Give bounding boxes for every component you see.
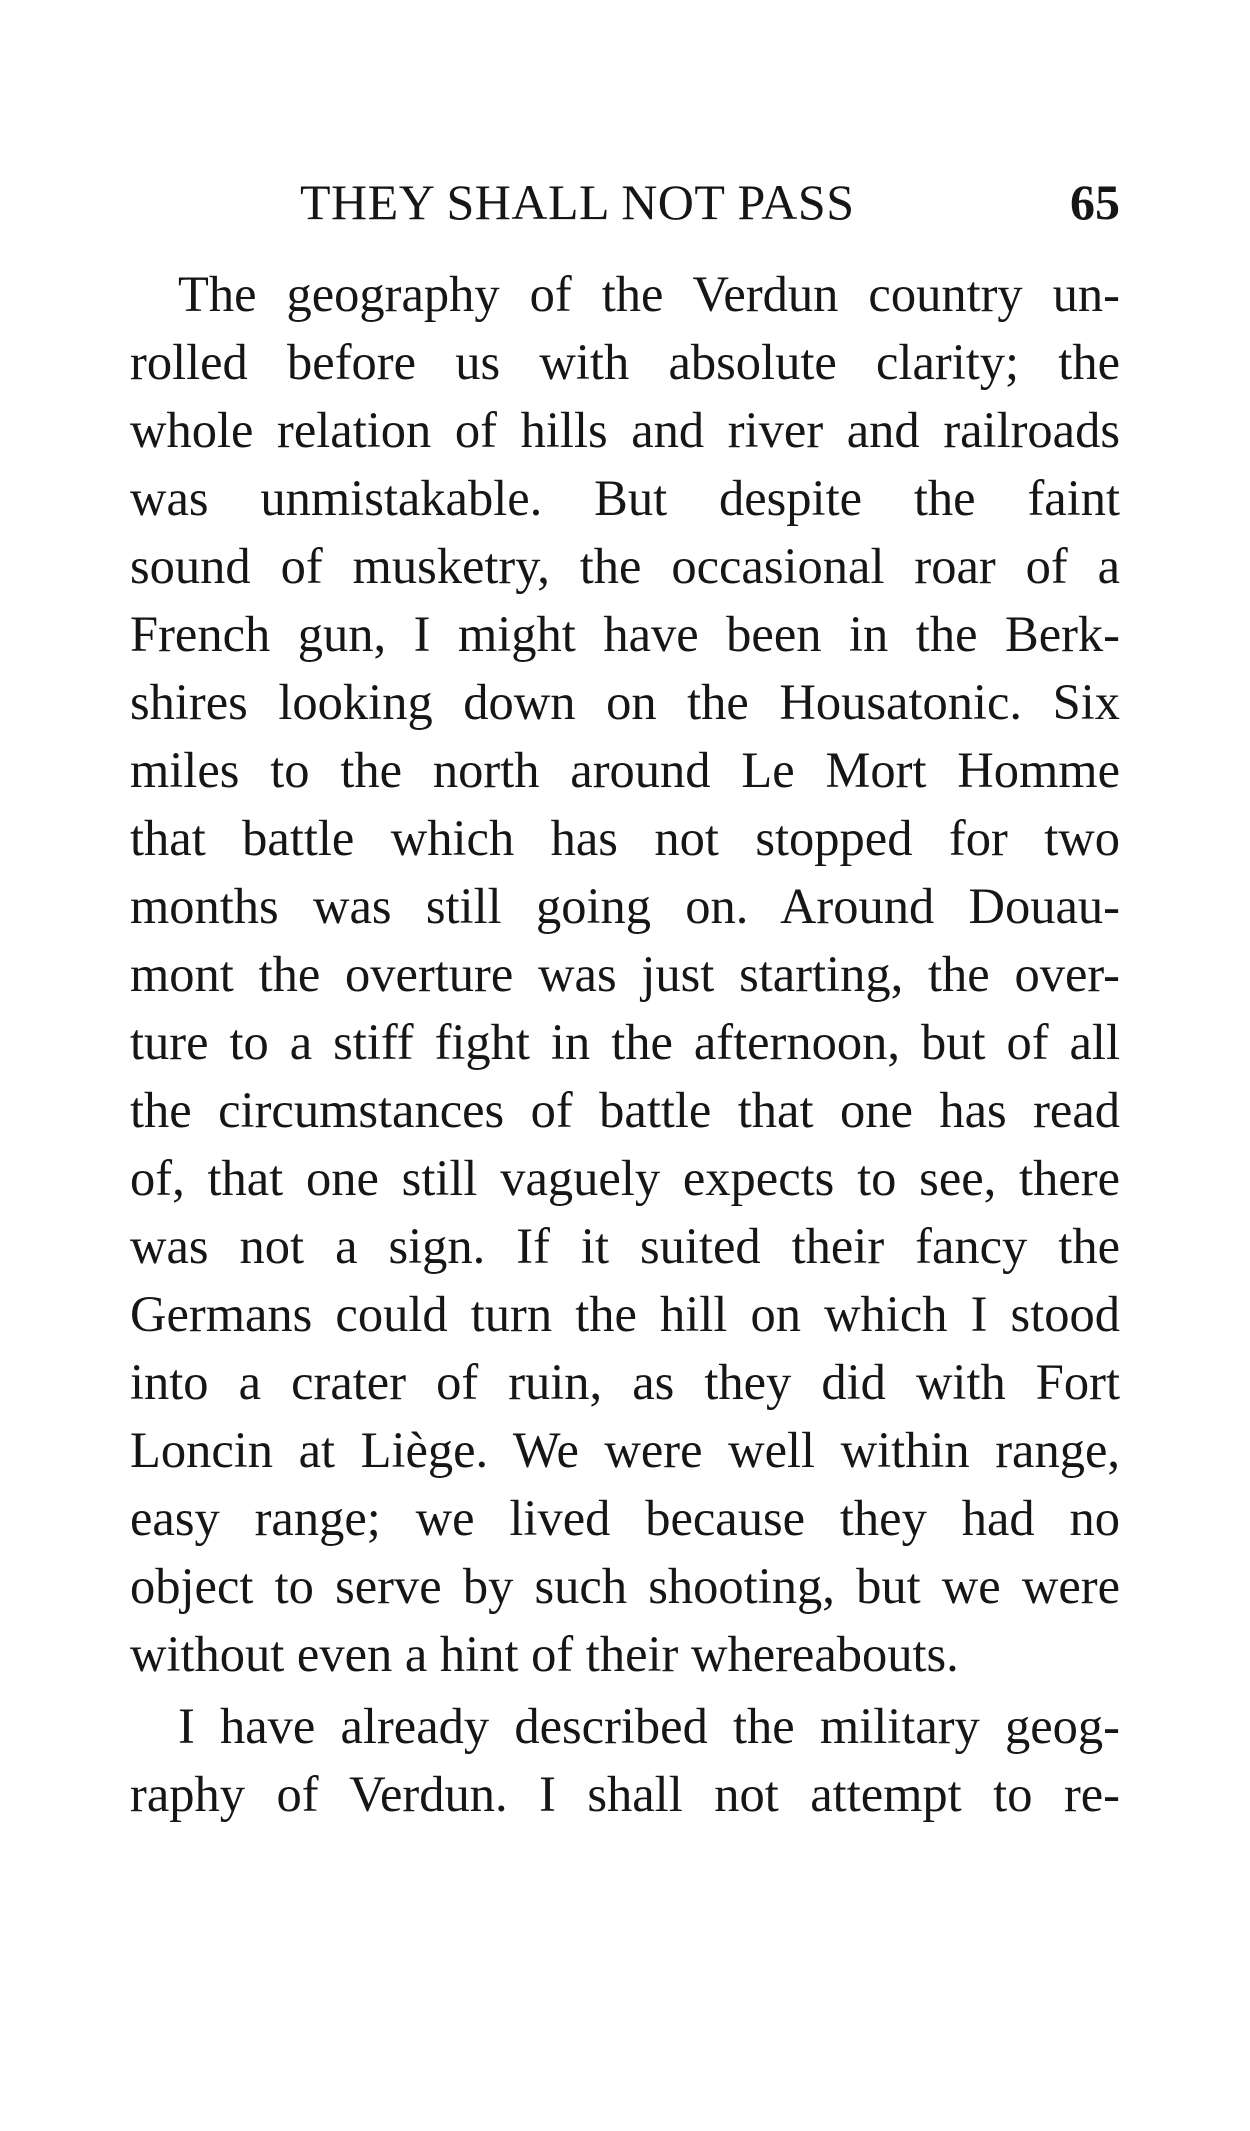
- text-line: shires looking down on the Housatonic. Six: [130, 674, 1120, 730]
- text-line: whole relation of hills and river and railroads: [130, 402, 1120, 458]
- text-line: Germans could turn the hill on which I stood: [130, 1286, 1120, 1342]
- text-line: raphy of Verdun. I shall not attempt to re-: [130, 1766, 1120, 1822]
- text-line: French gun, I might have been in the Berk-: [130, 606, 1120, 662]
- text-line: object to serve by such shooting, but we were: [130, 1558, 1120, 1614]
- text-line: without even a hint of their whereabouts.: [130, 1626, 959, 1682]
- body-text: [130, 260, 1120, 1828]
- text-line: rolled before us with absolute clarity; the: [130, 334, 1120, 390]
- text-line: I have already described the military geog-: [178, 1698, 1120, 1754]
- text-line: was not a sign. If it suited their fancy the: [130, 1218, 1120, 1274]
- text-line: Loncin at Liège. We were well within range,: [130, 1422, 1120, 1478]
- page-number: 65: [1070, 174, 1120, 230]
- text-line: The geography of the Verdun country un-: [178, 266, 1120, 322]
- text-line: of, that one still vaguely expects to see, there: [130, 1150, 1120, 1206]
- paragraph-2: [130, 1692, 1120, 1828]
- text-line: ture to a stiff fight in the afternoon, but of all: [130, 1014, 1120, 1070]
- running-head: [130, 172, 1120, 232]
- text-line: months was still going on. Around Douau-: [130, 878, 1120, 934]
- text-line: easy range; we lived because they had no: [130, 1490, 1120, 1546]
- text-line: that battle which has not stopped for two: [130, 810, 1120, 866]
- paragraph-1: [130, 260, 1120, 1688]
- text-line: miles to the north around Le Mort Homme: [130, 742, 1120, 798]
- running-title: THEY SHALL NOT PASS: [300, 174, 855, 230]
- text-line: the circumstances of battle that one has read: [130, 1082, 1120, 1138]
- text-line: mont the overture was just starting, the over-: [130, 946, 1120, 1002]
- text-line: into a crater of ruin, as they did with Fort: [130, 1354, 1120, 1410]
- text-line: was unmistakable. But despite the faint: [130, 470, 1120, 526]
- text-line: sound of musketry, the occasional roar of a: [130, 538, 1120, 594]
